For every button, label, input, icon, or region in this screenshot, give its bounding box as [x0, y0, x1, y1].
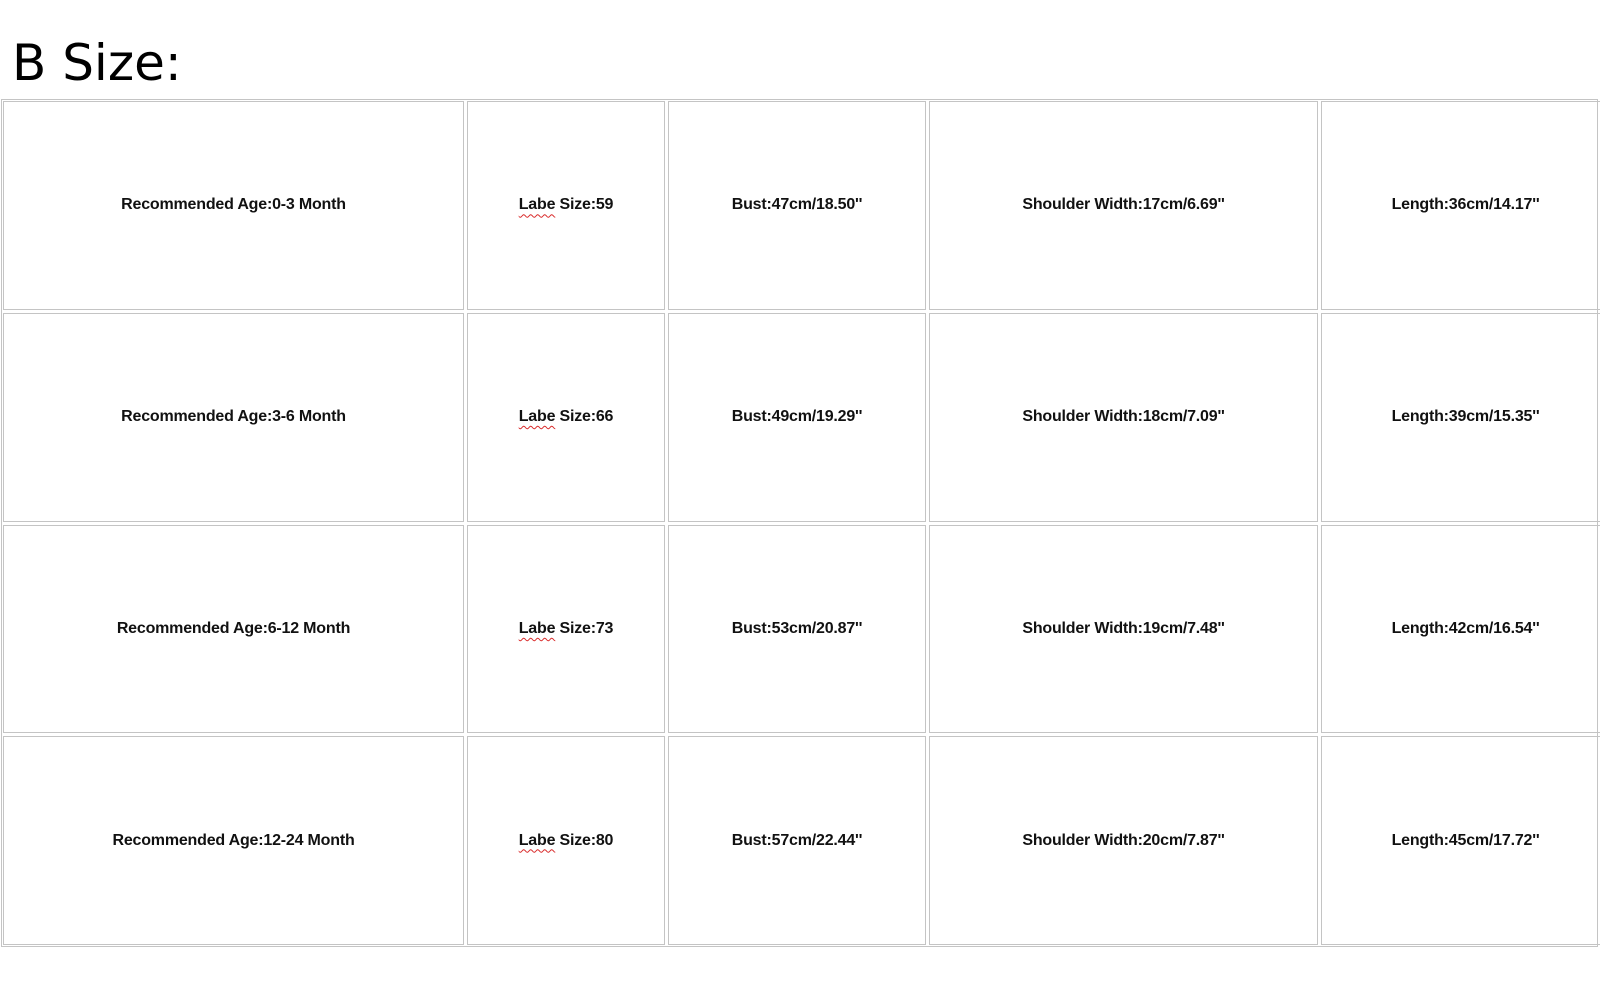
cell-bust: Bust:47cm/18.50'' — [668, 101, 926, 310]
label-size-value: Size:59 — [555, 196, 614, 214]
cell-bust: Bust:49cm/19.29'' — [668, 313, 926, 522]
cell-recommended-age: Recommended Age:0-3 Month — [3, 101, 464, 310]
page-title: B Size: — [12, 34, 182, 92]
cell-recommended-age: Recommended Age:6-12 Month — [3, 525, 464, 734]
size-table — [1, 99, 1598, 947]
cell-shoulder-width: Shoulder Width:19cm/7.48'' — [929, 525, 1318, 734]
cell-label-size — [467, 313, 665, 522]
cell-recommended-age: Recommended Age:3-6 Month — [3, 313, 464, 522]
cell-length: Length:36cm/14.17'' — [1321, 101, 1600, 310]
cell-label-size — [467, 736, 665, 945]
spellcheck-word: Labe — [518, 619, 556, 637]
spellcheck-word: Labe — [518, 196, 556, 214]
cell-length: Length:45cm/17.72'' — [1321, 736, 1600, 945]
cell-shoulder-width: Shoulder Width:17cm/6.69'' — [929, 101, 1318, 310]
cell-label-size — [467, 525, 665, 734]
cell-shoulder-width: Shoulder Width:20cm/7.87'' — [929, 736, 1318, 945]
cell-bust: Bust:53cm/20.87'' — [668, 525, 926, 734]
cell-bust: Bust:57cm/22.44'' — [668, 736, 926, 945]
cell-length: Length:42cm/16.54'' — [1321, 525, 1600, 734]
spellcheck-word: Labe — [518, 408, 556, 426]
cell-recommended-age: Recommended Age:12-24 Month — [3, 736, 464, 945]
cell-label-size — [467, 101, 665, 310]
cell-shoulder-width: Shoulder Width:18cm/7.09'' — [929, 313, 1318, 522]
label-size-value: Size:73 — [555, 619, 614, 637]
label-size-value: Size:66 — [555, 408, 614, 426]
label-size-value: Size:80 — [555, 831, 614, 849]
cell-length: Length:39cm/15.35'' — [1321, 313, 1600, 522]
spellcheck-word: Labe — [518, 831, 556, 849]
